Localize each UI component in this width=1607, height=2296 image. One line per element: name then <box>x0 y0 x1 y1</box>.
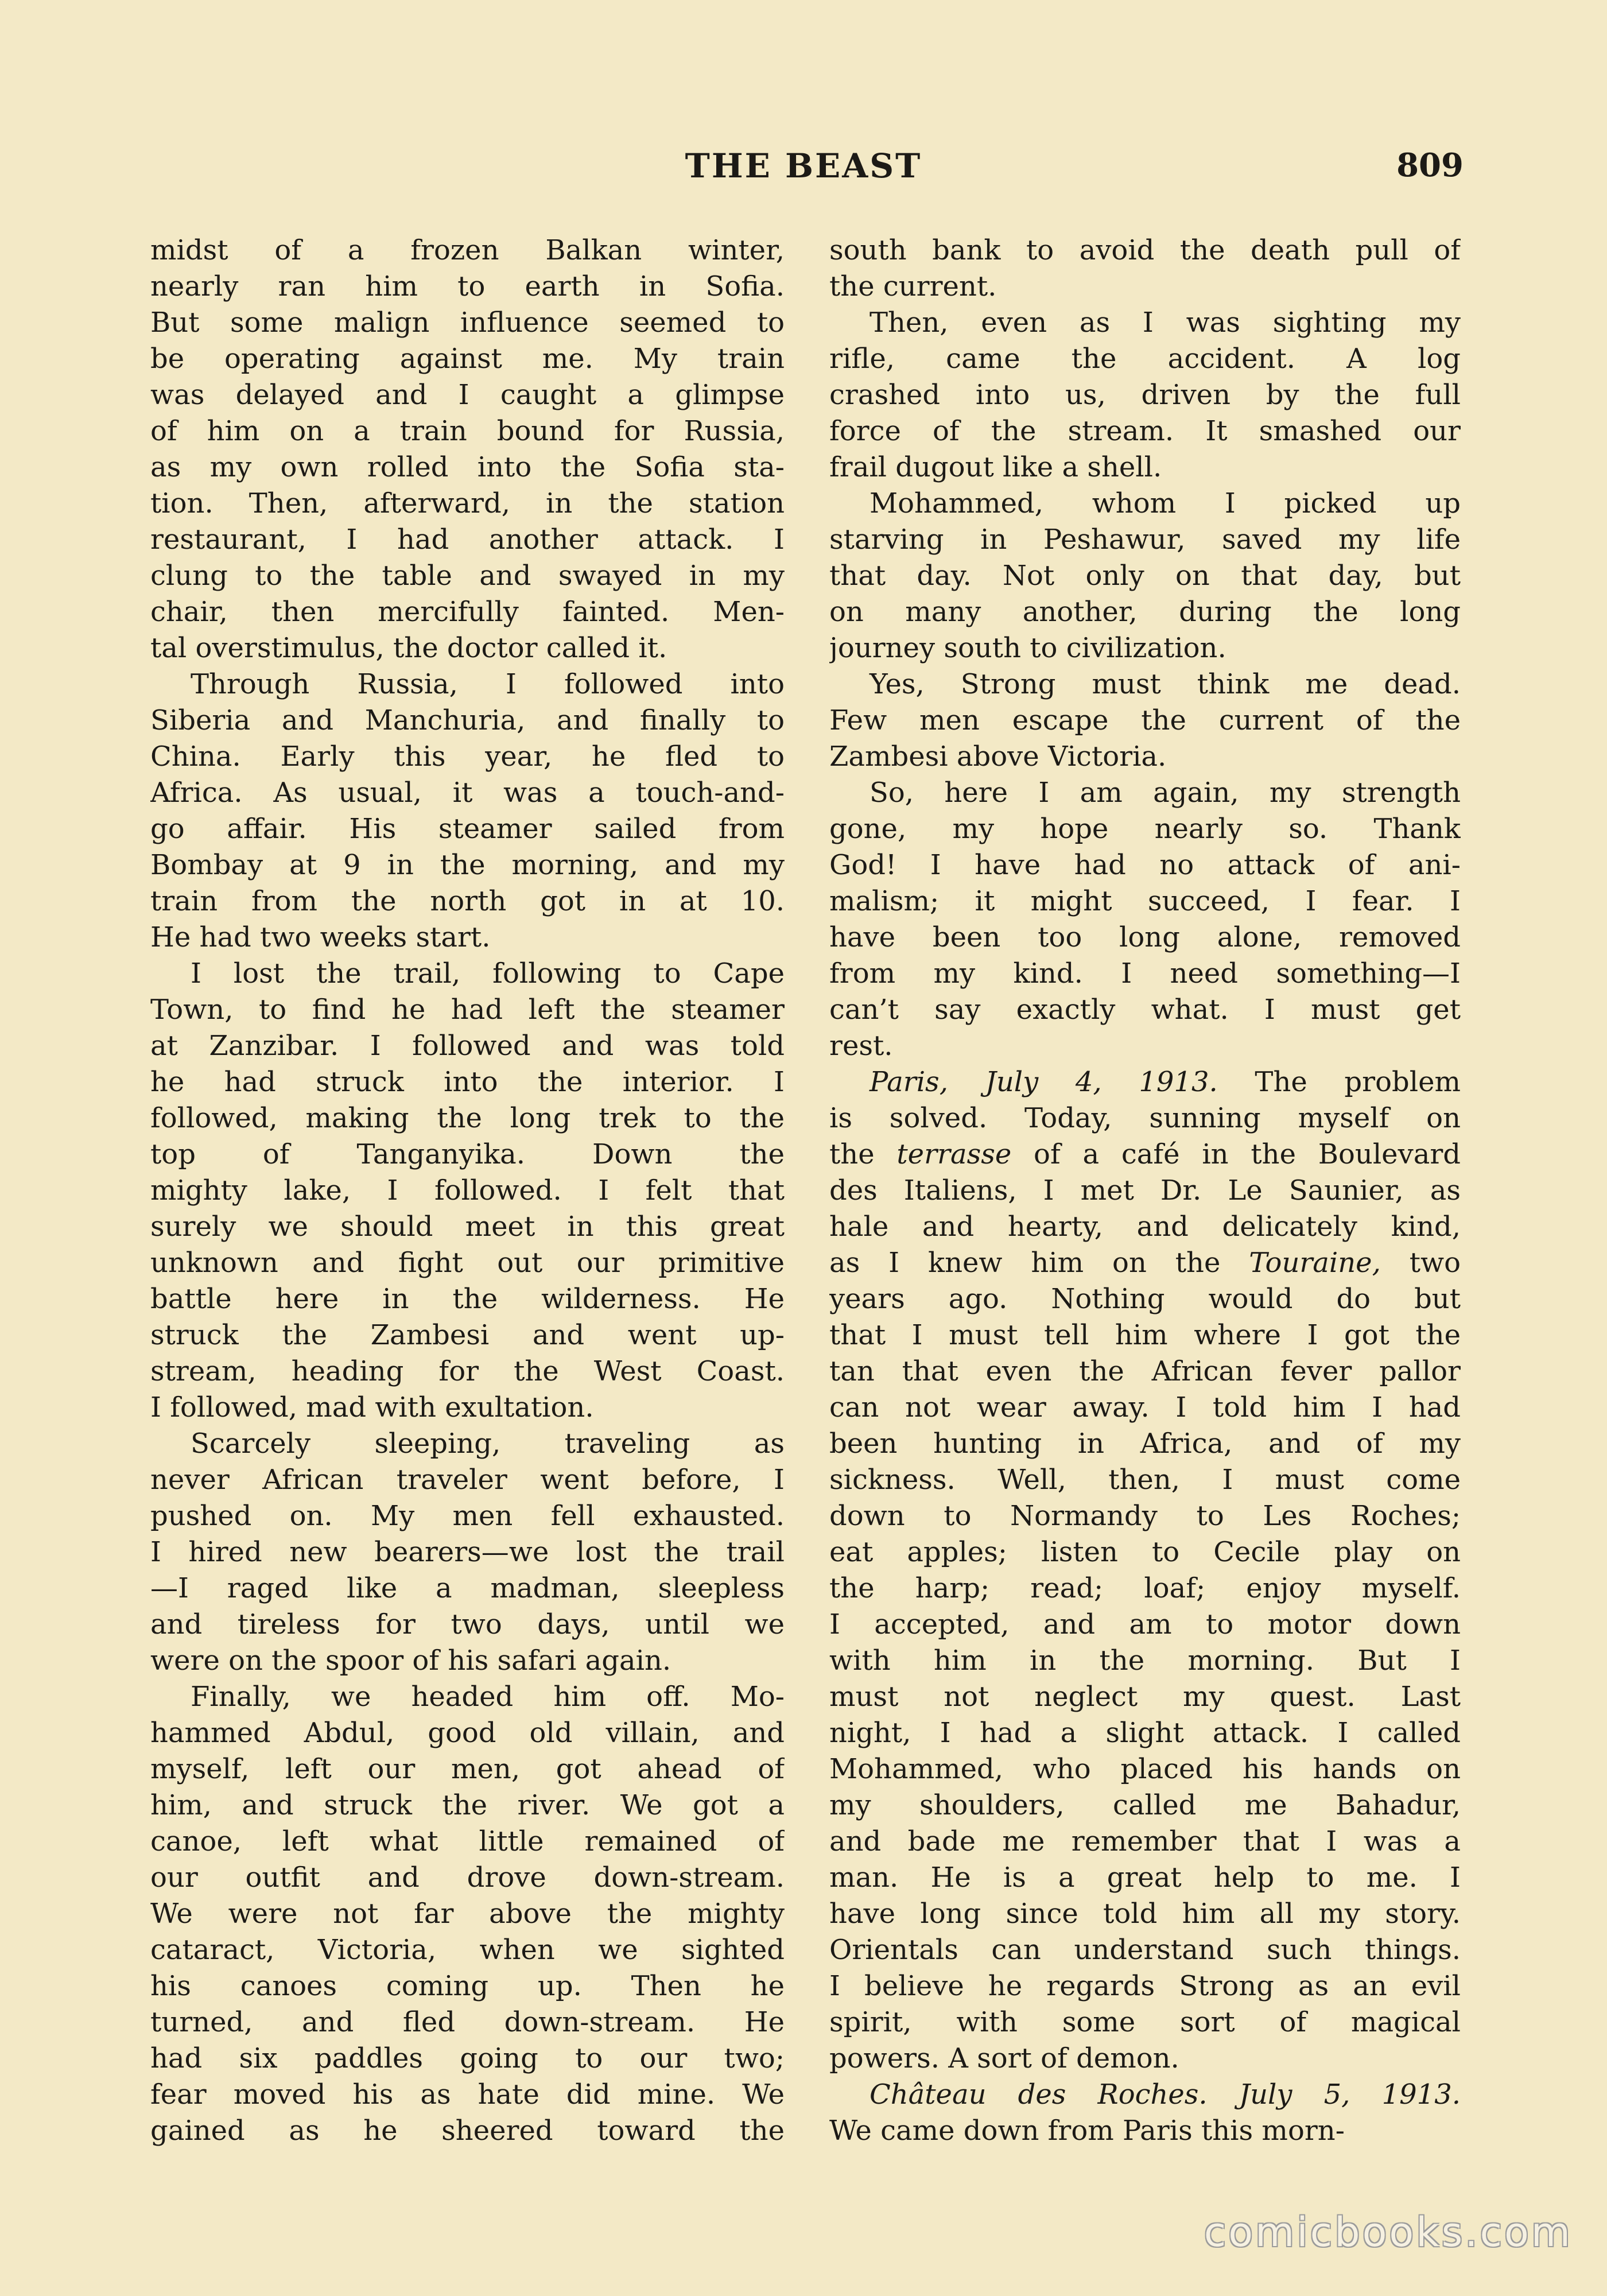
text-line <box>829 594 1461 630</box>
text-line <box>150 2113 785 2149</box>
line-text: China. Early this year, he fled to <box>150 740 785 773</box>
text-line <box>829 1679 1461 1715</box>
line-text: Then, even as I was sighting my <box>870 307 1461 339</box>
line-text: cataract, Victoria, when we sighted <box>150 1934 785 1966</box>
line-text: he had struck into the interior. I <box>150 1066 785 1098</box>
text-line <box>150 920 785 956</box>
line-text: at Zanzibar. I followed and was told <box>150 1030 785 1062</box>
text-line <box>829 1245 1461 1281</box>
line-text: been hunting in Africa, and of my <box>829 1428 1461 1460</box>
text-line <box>150 1968 785 2004</box>
line-text: nearly ran him to earth in Sofia. <box>150 270 785 302</box>
line-text: gained as he sheered toward the <box>150 2115 785 2147</box>
line-text: tan that even the African fever pallor <box>829 1355 1461 1387</box>
text-line <box>150 1462 785 1498</box>
line-text: is solved. Today, sunning myself on <box>829 1102 1461 1134</box>
right-text-column <box>829 232 1461 2149</box>
line-text: I hired new bearers—we lost the trail <box>150 1536 785 1568</box>
line-text: I believe he regards Strong as an evil <box>829 1970 1461 2002</box>
line-text: from my kind. I need something—I <box>829 957 1461 990</box>
text-line <box>829 1426 1461 1462</box>
text-line <box>150 1137 785 1173</box>
line-text: Few men escape the current of the <box>829 704 1461 736</box>
text-line <box>150 847 785 883</box>
line-text: Town, to find he had left the steamer <box>150 994 785 1026</box>
line-text: with him in the morning. But I <box>829 1645 1461 1677</box>
line-text: We were not far above the mighty <box>150 1898 785 1930</box>
line-text: des Italiens, I met Dr. Le Saunier, as <box>829 1174 1461 1207</box>
text-line <box>150 1570 785 1607</box>
line-text: chair, then mercifully fainted. Men- <box>150 596 785 628</box>
text-line <box>829 883 1461 920</box>
text-line <box>829 630 1461 666</box>
line-text: pushed on. My men fell exhausted. <box>150 1500 785 1532</box>
text-line <box>829 992 1461 1028</box>
line-text: battle here in the wilderness. He <box>150 1283 785 1315</box>
line-text: can’t say exactly what. I must get <box>829 994 1461 1026</box>
text-line <box>829 232 1461 269</box>
text-line <box>829 920 1461 956</box>
text-line <box>150 666 785 703</box>
line-text: two <box>1380 1247 1461 1279</box>
line-text: rest. <box>829 1030 893 1062</box>
text-line <box>829 1028 1461 1064</box>
text-line <box>829 1751 1461 1787</box>
text-line <box>150 956 785 992</box>
text-line <box>150 1281 785 1317</box>
line-text: the harp; read; loaf; enjoy myself. <box>829 1572 1461 1604</box>
line-text: the current. <box>829 270 997 302</box>
line-italic-text: Touraine, <box>1249 1247 1381 1279</box>
text-line <box>829 1209 1461 1245</box>
line-text: So, here I am again, my strength <box>870 777 1461 809</box>
text-line <box>829 1607 1461 1643</box>
text-line <box>829 1353 1461 1390</box>
text-line <box>829 1390 1461 1426</box>
line-text: Africa. As usual, it was a touch-and- <box>150 777 785 809</box>
text-line <box>829 449 1461 486</box>
line-text: force of the stream. It smashed our <box>829 415 1461 447</box>
text-line <box>829 811 1461 847</box>
line-text: struck the Zambesi and went up- <box>150 1319 785 1351</box>
line-text: train from the north got in at 10. <box>150 885 785 917</box>
text-line <box>150 2077 785 2113</box>
line-text: Yes, Strong must think me dead. <box>870 668 1461 700</box>
line-text: had six paddles going to our two; <box>150 2042 785 2074</box>
text-line <box>150 1751 785 1787</box>
line-text: malism; it might succeed, I fear. I <box>829 885 1461 917</box>
line-text: Bombay at 9 in the morning, and my <box>150 849 785 881</box>
line-text: Mohammed, whom I picked up <box>870 487 1461 519</box>
text-line <box>829 1064 1461 1100</box>
line-text: man. He is a great help to me. I <box>829 1861 1461 1894</box>
text-line <box>829 847 1461 883</box>
line-text: down to Normandy to Les Roches; <box>829 1500 1461 1532</box>
line-text: myself, left our men, got ahead of <box>150 1753 785 1785</box>
line-text: that day. Not only on that day, but <box>829 560 1461 592</box>
line-text: crashed into us, driven by the full <box>829 379 1461 411</box>
line-text: have long since told him all my story. <box>829 1898 1461 1930</box>
text-line <box>829 1643 1461 1679</box>
text-line <box>150 486 785 522</box>
line-text: Orientals can understand such things. <box>829 1934 1461 1966</box>
text-line <box>150 1679 785 1715</box>
text-line <box>829 1317 1461 1353</box>
text-line <box>150 1064 785 1100</box>
text-line <box>829 2077 1461 2113</box>
text-line <box>829 739 1461 775</box>
text-line <box>829 1824 1461 1860</box>
text-line <box>150 1028 785 1064</box>
text-line <box>150 992 785 1028</box>
line-text: have been too long alone, removed <box>829 921 1461 953</box>
text-line <box>829 1715 1461 1751</box>
line-text: starving in Peshawur, saved my life <box>829 523 1461 556</box>
line-text: and tireless for two days, until we <box>150 1608 785 1640</box>
text-line <box>829 377 1461 413</box>
line-text: night, I had a slight attack. I called <box>829 1717 1461 1749</box>
line-text: of him on a train bound for Russia, <box>150 415 785 447</box>
line-text: years ago. Nothing would do but <box>829 1283 1461 1315</box>
line-text: —I raged like a madman, sleepless <box>150 1572 785 1604</box>
text-line <box>150 2004 785 2041</box>
line-text: that I must tell him where I got the <box>829 1319 1461 1351</box>
line-text: of a café in the Boulevard <box>1011 1138 1461 1170</box>
line-text: frail dugout like a shell. <box>829 451 1162 483</box>
line-text: followed, making the long trek to the <box>150 1102 785 1134</box>
text-line <box>829 1498 1461 1534</box>
line-text: Through Russia, I followed into <box>191 668 785 700</box>
line-text: gone, my hope nearly so. Thank <box>829 813 1461 845</box>
line-text: spirit, with some sort of magical <box>829 2006 1461 2038</box>
line-text: go affair. His steamer sailed from <box>150 813 785 845</box>
text-line <box>150 883 785 920</box>
text-line <box>829 305 1461 341</box>
text-line <box>829 1137 1461 1173</box>
line-text: hammed Abdul, good old villain, and <box>150 1717 785 1749</box>
text-line <box>829 341 1461 377</box>
text-line <box>150 558 785 594</box>
line-text: rifle, came the accident. A log <box>829 343 1461 375</box>
text-line <box>150 522 785 558</box>
text-line <box>150 1100 785 1137</box>
text-line <box>150 377 785 413</box>
line-text: sickness. Well, then, I must come <box>829 1464 1461 1496</box>
line-text: The problem <box>1217 1066 1461 1098</box>
line-text: midst of a frozen Balkan winter, <box>150 234 785 266</box>
line-text: and bade me remember that I was a <box>829 1825 1461 1857</box>
text-line <box>150 413 785 449</box>
line-text: Scarcely sleeping, traveling as <box>191 1428 785 1460</box>
text-line <box>150 1824 785 1860</box>
line-text: I lost the trail, following to Cape <box>191 957 785 990</box>
line-text: canoe, left what little remained of <box>150 1825 785 1857</box>
running-title: THE BEAST <box>685 146 922 185</box>
text-line <box>829 956 1461 992</box>
text-line <box>829 1173 1461 1209</box>
line-text: journey south to civilization. <box>829 632 1226 664</box>
text-line <box>829 1896 1461 1932</box>
line-text: tion. Then, afterward, in the station <box>150 487 785 519</box>
text-line <box>150 1426 785 1462</box>
text-line <box>150 1534 785 1570</box>
line-text: south bank to avoid the death pull of <box>829 234 1461 266</box>
line-text: I followed, mad with exultation. <box>150 1391 594 1424</box>
line-text: top of Tanganyika. Down the <box>150 1138 785 1170</box>
text-line <box>150 811 785 847</box>
line-text: as my own rolled into the Sofia sta- <box>150 451 785 483</box>
text-line <box>150 1317 785 1353</box>
text-line <box>829 558 1461 594</box>
text-line <box>829 1534 1461 1570</box>
line-text-before: the <box>829 1138 897 1170</box>
text-line <box>829 486 1461 522</box>
line-text-before: as I knew him on the <box>829 1247 1249 1279</box>
text-line <box>150 739 785 775</box>
line-text: fear moved his as hate did mine. We <box>150 2078 785 2111</box>
text-line <box>829 522 1461 558</box>
text-line <box>150 1353 785 1390</box>
line-text: our outfit and drove down-stream. <box>150 1861 785 1894</box>
text-line <box>829 2004 1461 2041</box>
line-text: turned, and fled down-stream. He <box>150 2006 785 2038</box>
text-line <box>829 1932 1461 1968</box>
text-line <box>829 1860 1461 1896</box>
line-italic-text: Château des Roches. July 5, 1913. <box>870 2078 1461 2111</box>
text-line <box>150 1390 785 1426</box>
line-text: hale and hearty, and delicately kind, <box>829 1211 1461 1243</box>
text-line <box>150 2041 785 2077</box>
line-text: can not wear away. I told him I had <box>829 1391 1461 1424</box>
line-text: on many another, during the long <box>829 596 1461 628</box>
text-line <box>150 1209 785 1245</box>
line-text: were on the spoor of his safari again. <box>150 1645 671 1677</box>
text-line <box>829 1968 1461 2004</box>
text-line <box>150 1607 785 1643</box>
line-text: God! I have had no attack of ani- <box>829 849 1461 881</box>
line-text: stream, heading for the West Coast. <box>150 1355 785 1387</box>
line-text: We came down from Paris this morn- <box>829 2115 1345 2147</box>
text-line <box>829 703 1461 739</box>
text-line <box>150 269 785 305</box>
page-number: 809 <box>1396 146 1464 184</box>
text-line <box>829 1787 1461 1824</box>
text-line <box>150 449 785 486</box>
text-line <box>829 413 1461 449</box>
text-line <box>829 1100 1461 1137</box>
line-text: But some malign influence seemed to <box>150 307 785 339</box>
line-text: unknown and fight out our primitive <box>150 1247 785 1279</box>
line-text: clung to the table and swayed in my <box>150 560 785 592</box>
text-line <box>150 1643 785 1679</box>
text-line <box>150 630 785 666</box>
text-line <box>829 666 1461 703</box>
line-text: He had two weeks start. <box>150 921 491 953</box>
text-line <box>829 775 1461 811</box>
text-line <box>150 1860 785 1896</box>
text-line <box>150 1787 785 1824</box>
line-text: must not neglect my quest. Last <box>829 1681 1461 1713</box>
text-line <box>150 341 785 377</box>
line-text: him, and struck the river. We got a <box>150 1789 785 1821</box>
text-line <box>829 1462 1461 1498</box>
text-line <box>150 1245 785 1281</box>
text-line <box>829 2113 1461 2149</box>
text-line <box>829 269 1461 305</box>
text-line <box>150 594 785 630</box>
line-text: mighty lake, I followed. I felt that <box>150 1174 785 1207</box>
line-text: eat apples; listen to Cecile play on <box>829 1536 1461 1568</box>
line-text: I accepted, and am to motor down <box>829 1608 1461 1640</box>
line-text: Siberia and Manchuria, and finally to <box>150 704 785 736</box>
line-text: be operating against me. My train <box>150 343 785 375</box>
page-header <box>0 146 1607 192</box>
text-line <box>150 703 785 739</box>
line-italic-text: Paris, July 4, 1913. <box>870 1066 1218 1098</box>
line-italic-text: terrasse <box>896 1138 1012 1170</box>
text-line <box>150 305 785 341</box>
text-line <box>150 1932 785 1968</box>
line-text: his canoes coming up. Then he <box>150 1970 785 2002</box>
line-text: tal overstimulus, the doctor called it. <box>150 632 667 664</box>
line-text: restaurant, I had another attack. I <box>150 523 785 556</box>
line-text: was delayed and I caught a glimpse <box>150 379 785 411</box>
line-text: Finally, we headed him off. Mo- <box>191 1681 785 1713</box>
text-line <box>829 1570 1461 1607</box>
line-text: Zambesi above Victoria. <box>829 740 1167 773</box>
line-text: Mohammed, who placed his hands on <box>829 1753 1461 1785</box>
text-line <box>150 775 785 811</box>
text-line <box>150 1498 785 1534</box>
text-line <box>150 1173 785 1209</box>
line-text: surely we should meet in this great <box>150 1211 785 1243</box>
line-text: my shoulders, called me Bahadur, <box>829 1789 1461 1821</box>
text-line <box>829 1281 1461 1317</box>
watermark-logo: comicbooks.com <box>1204 2209 1573 2256</box>
line-text: powers. A sort of demon. <box>829 2042 1179 2074</box>
text-line <box>829 2041 1461 2077</box>
text-line <box>150 1715 785 1751</box>
line-text: never African traveler went before, I <box>150 1464 785 1496</box>
text-line <box>150 1896 785 1932</box>
left-text-column <box>150 232 785 2149</box>
text-line <box>150 232 785 269</box>
